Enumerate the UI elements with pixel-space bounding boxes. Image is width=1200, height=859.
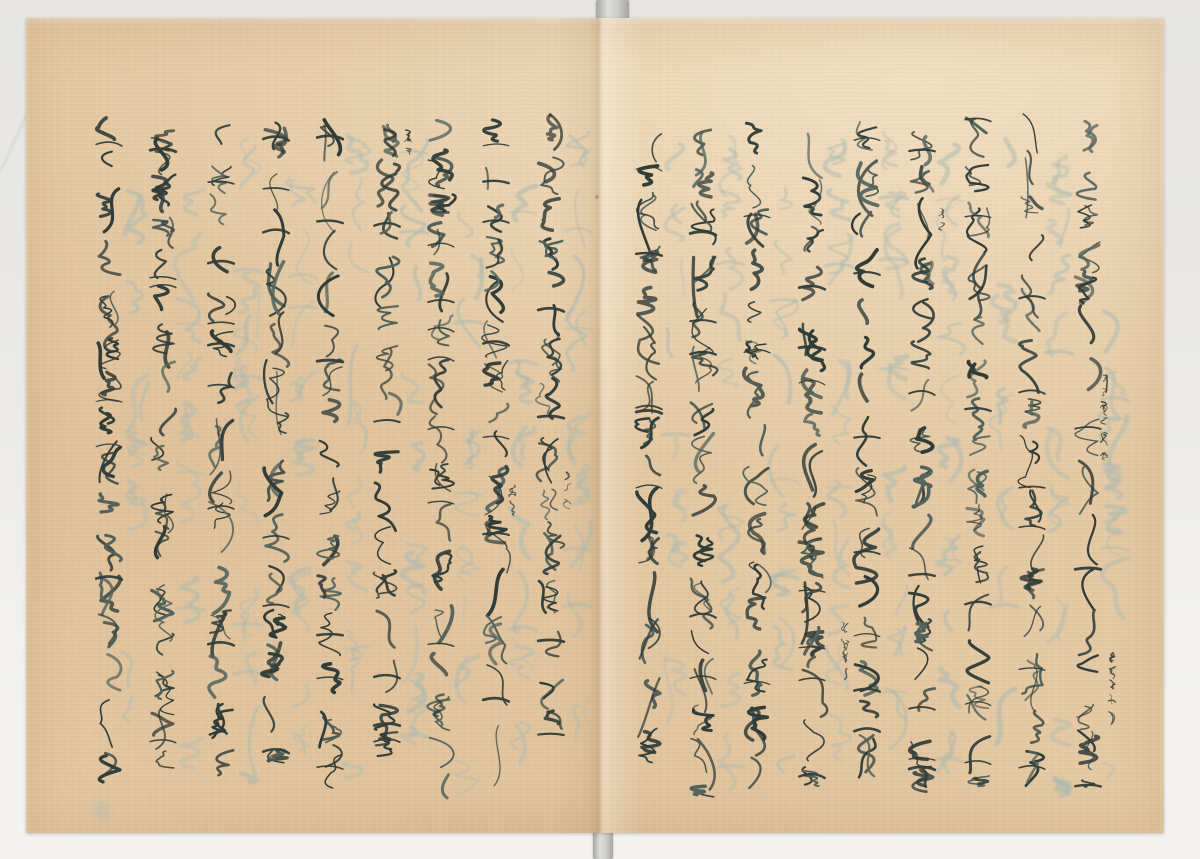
binding-speck	[595, 195, 599, 199]
manuscript-spread	[26, 18, 1164, 833]
ink-smudge	[94, 800, 110, 820]
gutter-fold	[554, 18, 644, 833]
backdrop-fold-shadow	[0, 112, 28, 172]
artifact-caption	[0, 0, 1, 1]
